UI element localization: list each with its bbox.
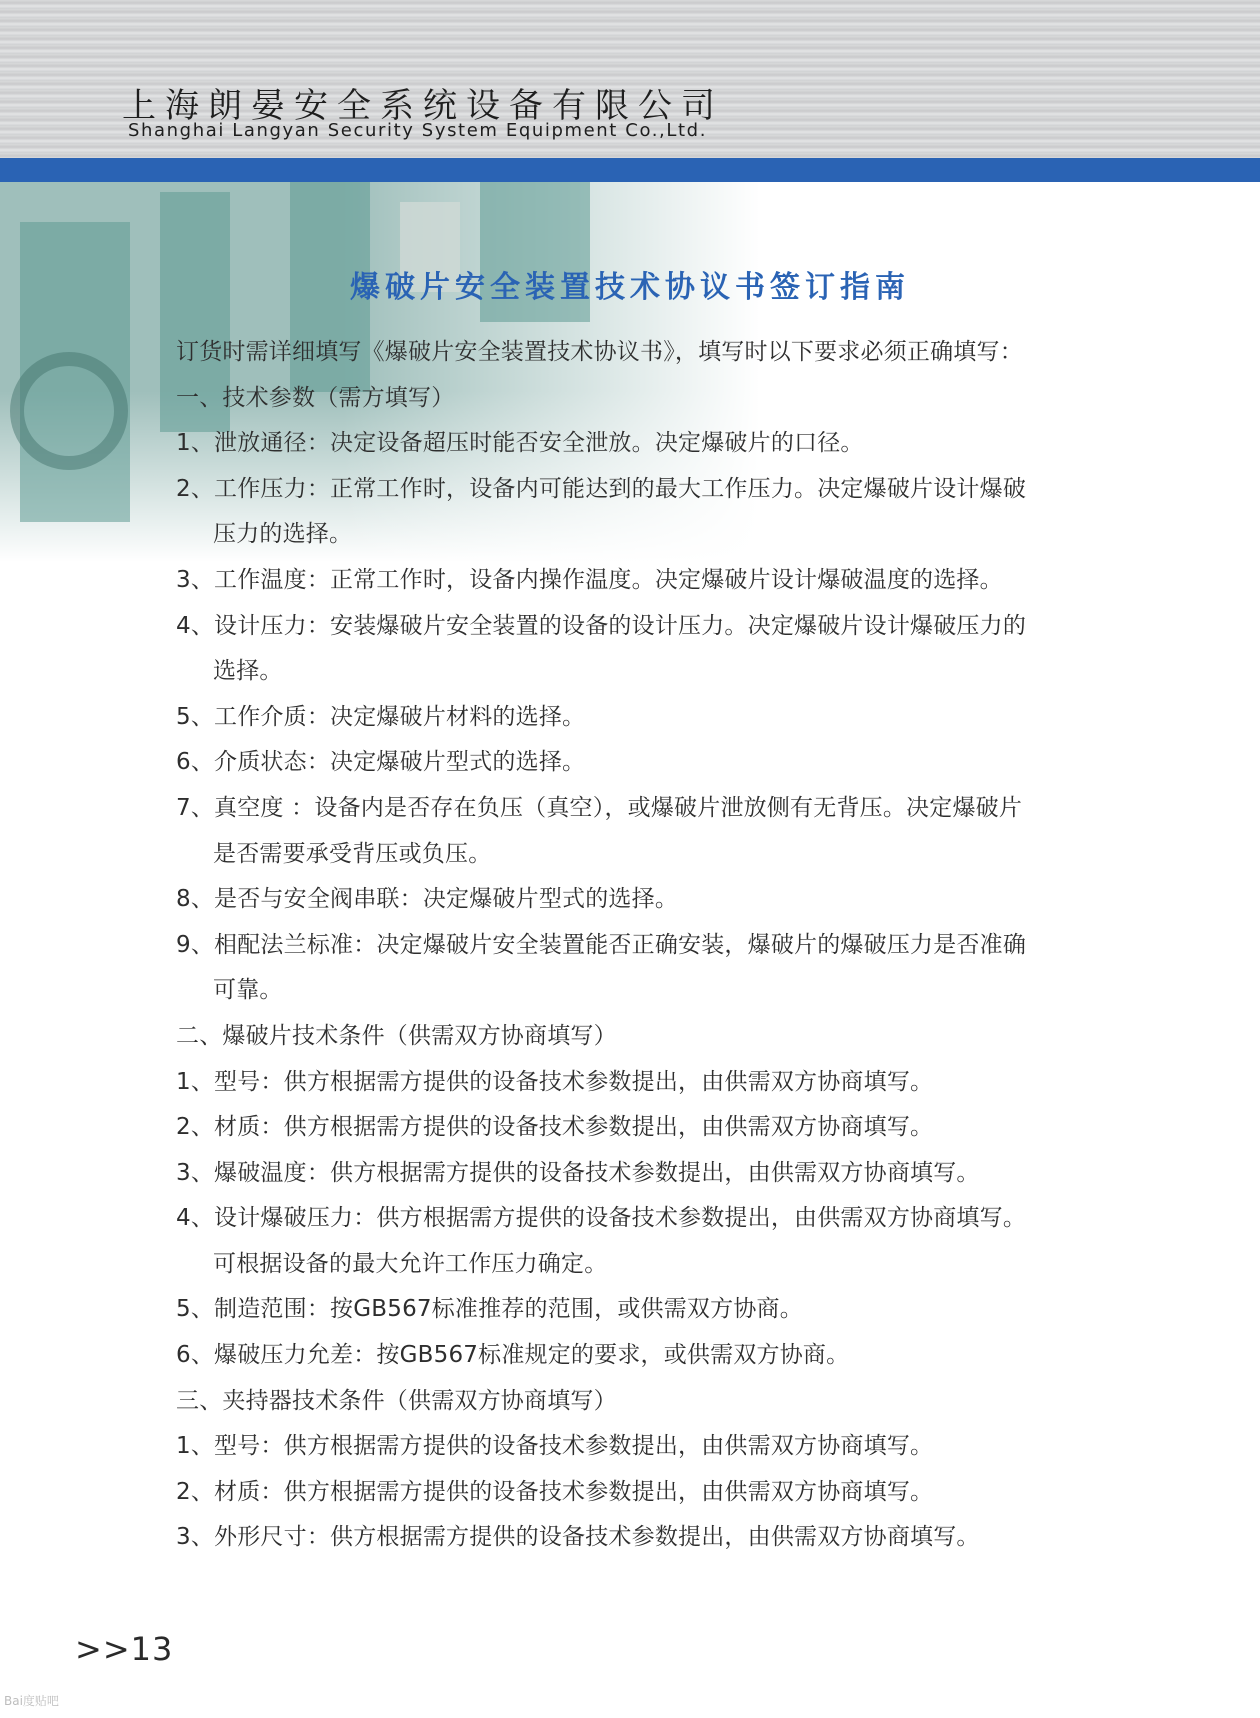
- text-line: 三、夹持器技术条件（供需双方协商填写）: [176, 1387, 617, 1414]
- text-line: 5、制造范围：按GB567标准推荐的范围，或供需双方协商。: [176, 1296, 803, 1323]
- wheel-shape: [10, 352, 128, 470]
- text-line: 5、工作介质：决定爆破片材料的选择。: [176, 703, 586, 730]
- company-name-en: Shanghai Langyan Security System Equipment Co.,Ltd.: [128, 120, 708, 141]
- text-line: 6、介质状态：决定爆破片型式的选择。: [176, 749, 586, 776]
- text-line: 1、泄放通径：决定设备超压时能否安全泄放。决定爆破片的口径。: [176, 430, 864, 457]
- text-line: 一、技术参数（需方填写）: [176, 384, 455, 411]
- text-line: 7、真空度 ：设备内是否存在负压（真空），或爆破片泄放侧有无背压。决定爆破片: [176, 794, 1023, 821]
- company-name-cn: 上海朗晏安全系统设备有限公司: [122, 86, 724, 126]
- text-line: 3、爆破温度：供方根据需方提供的设备技术参数提出，由供需双方协商填写。: [176, 1159, 980, 1186]
- text-line: 可靠。: [213, 977, 283, 1004]
- header-banner: [0, 0, 1260, 158]
- text-line: 订货时需详细填写《爆破片安全装置技术协议书》，填写时以下要求必须正确填写：: [176, 339, 1023, 365]
- text-line: 1、型号：供方根据需方提供的设备技术参数提出，由供需双方协商填写。: [176, 1433, 934, 1460]
- text-line: 2、材质：供方根据需方提供的设备技术参数提出，由供需双方协商填写。: [176, 1114, 934, 1141]
- text-line: 4、设计压力：安装爆破片安全装置的设备的设计压力。决定爆破片设计爆破压力的: [176, 612, 1027, 639]
- text-line: 3、外形尺寸：供方根据需方提供的设备技术参数提出，由供需双方协商填写。: [176, 1524, 980, 1551]
- document-body: [176, 330, 1136, 1561]
- text-line: 8、是否与安全阀串联：决定爆破片型式的选择。: [176, 886, 679, 913]
- text-line: 3、工作温度：正常工作时，设备内操作温度。决定爆破片设计爆破温度的选择。: [176, 566, 1003, 593]
- text-line: 2、材质：供方根据需方提供的设备技术参数提出，由供需双方协商填写。: [176, 1478, 934, 1505]
- header-blue-band: [0, 158, 1260, 182]
- text-line: 4、设计爆破压力：供方根据需方提供的设备技术参数提出，由供需双方协商填写。: [176, 1205, 1027, 1232]
- text-line: 压力的选择。: [213, 521, 353, 548]
- text-line: 2、工作压力：正常工作时，设备内可能达到的最大工作压力。决定爆破片设计爆破: [176, 475, 1027, 502]
- text-line: 1、型号：供方根据需方提供的设备技术参数提出，由供需双方协商填写。: [176, 1068, 934, 1095]
- text-line: 二、爆破片技术条件（供需双方协商填写）: [176, 1022, 617, 1049]
- text-line: 9、相配法兰标准：决定爆破片安全装置能否正确安装，爆破片的爆破压力是否准确: [176, 931, 1027, 958]
- text-line: 是否需要承受背压或负压。: [213, 840, 492, 867]
- text-line: 可根据设备的最大允许工作压力确定。: [213, 1250, 608, 1277]
- page-number: >>13: [75, 1630, 174, 1668]
- text-line: 选择。: [213, 658, 283, 685]
- watermark-text: Bai度贴吧: [4, 1694, 59, 1708]
- document-title: 爆破片安全装置技术协议书签订指南: [350, 270, 910, 305]
- text-line: 6、爆破压力允差：按GB567标准规定的要求，或供需双方协商。: [176, 1342, 850, 1369]
